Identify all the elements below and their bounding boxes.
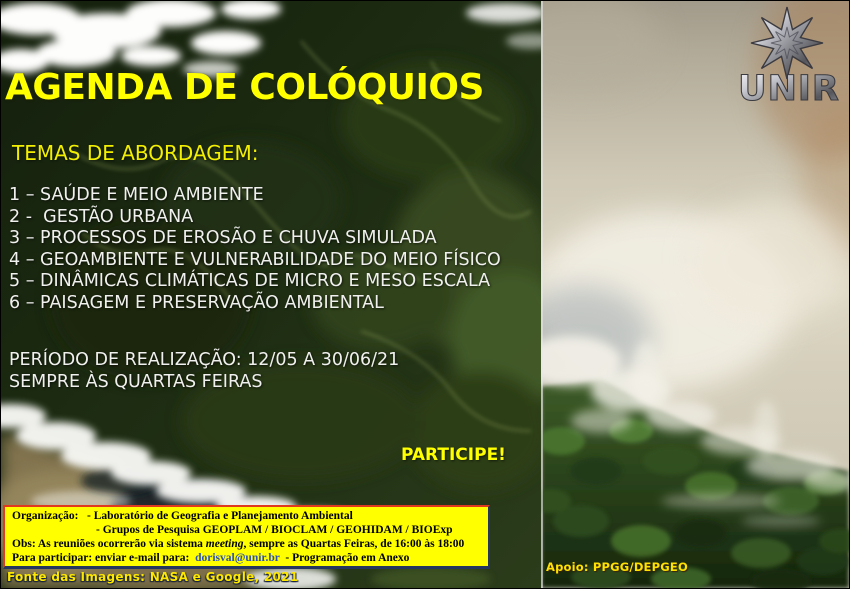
period-line-1: PERÍODO DE REALIZAÇÃO: 12/05 A 30/06/21 — [9, 350, 400, 370]
period-block — [9, 350, 399, 393]
topic-item-5: 5 – DINÂMICAS CLIMÁTICAS DE MICRO E MESO ESCALA — [9, 271, 491, 292]
topic-item-1: 1 – SAÚDE E MEIO AMBIENTE — [9, 185, 264, 205]
obs-prefix: Obs: As reuniões ocorrerão via sistema — [12, 538, 206, 550]
unir-logo-text: UNIR — [738, 69, 840, 107]
unir-logo — [727, 3, 849, 107]
image-source-credit: Fonte das Imagens: NASA e Google, 2021 — [7, 570, 299, 584]
research-groups-line: - Grupos de Pesquisa GEOPLAM / BIOCLAM / GEOHIDAM / BIOExp — [96, 524, 453, 536]
organization-info-box — [3, 505, 490, 569]
meeting-word: meeting — [205, 538, 244, 550]
period-line-2: SEMPRE ÀS QUARTAS FEIRAS — [9, 371, 263, 392]
participate-suffix: - Programação em Anexo — [279, 552, 410, 564]
topics-list — [9, 185, 501, 315]
topic-item-4: 4 – GEOAMBIENTE E VULNERABILIDADE DO MEIO FÍSICO — [9, 249, 501, 270]
obs-suffix: , sempre as Quartas Feiras, de 16:00 às 18:00 — [243, 538, 465, 550]
topic-item-3: 3 – PROCESSOS DE EROSÃO E CHUVA SIMULADA — [9, 228, 437, 249]
topic-item-2: 2 - GESTÃO URBANA — [9, 206, 194, 227]
section-heading: TEMAS DE ABORDAGEM: — [12, 141, 259, 165]
topic-item-6: 6 – PAISAGEM E PRESERVAÇÃO AMBIENTAL — [9, 292, 384, 313]
participate-callout: PARTICIPE! — [401, 445, 506, 465]
email-link[interactable]: dorisval@unir.br — [195, 552, 280, 564]
participate-line — [12, 551, 482, 565]
organization-line: Organização: - Laboratório de Geografia e Planejamento Ambiental — [12, 510, 353, 522]
support-credit: Apoio: PPGG/DEPGEO — [546, 560, 688, 574]
obs-line — [12, 537, 482, 551]
page-title: AGENDA DE COLÓQUIOS — [5, 67, 484, 108]
participate-prefix: Para participar: enviar e-mail para: — [12, 552, 196, 564]
